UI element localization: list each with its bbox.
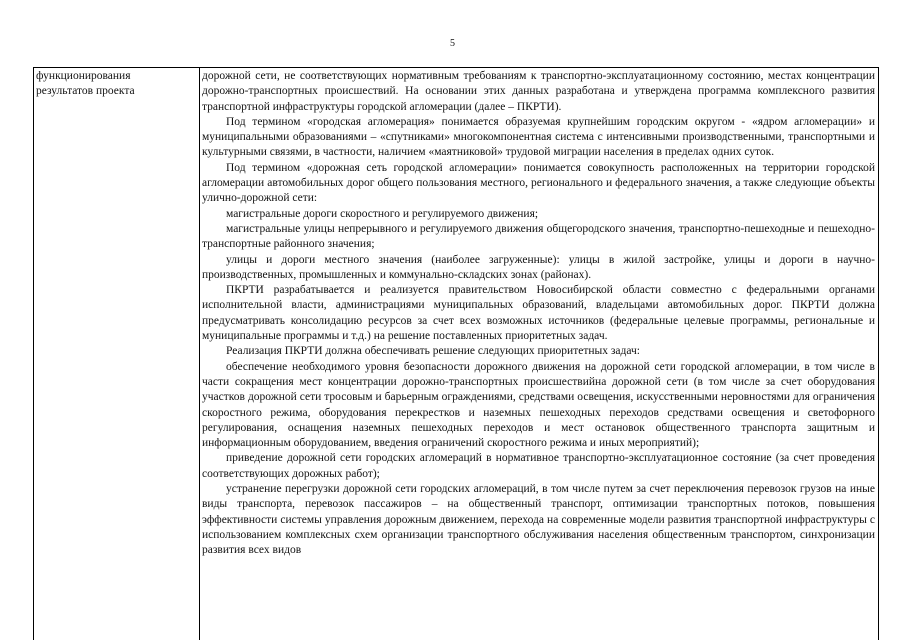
- list-item-congestion: устранение перегрузки дорожной сети городских агломераций, в том числе путем за счет переключения перевозок грузов на иные виды транспорта, перевозок пассажиров – на общественный транспорт, оптимизации транспортных потоков, повышения эффективности системы управления дорожным движением, перехода на современные модели развития транспортной инфраструктуры с использованием комплексных схем организации транспортного обслуживания населения общественным транспортом, синхронизации развития всех видов: [202, 483, 875, 557]
- paragraph-priority-tasks: Реализация ПКРТИ должна обеспечивать решение следующих приоритетных задач:: [226, 345, 640, 358]
- left-cell-line-2: результатов проекта: [36, 85, 135, 98]
- list-item-safety: обеспечение необходимого уровня безопасности дорожного движения на дорожной сети городской агломерации, в том числе в части сокращения мест концентрации дорожно-транспортных происшествийна дорожной сети (в том числе за счет оборудования участков дорожной сети тросовым и барьерным ограждениями, средствами освещения, искусственными неровностями для ограничения скоростного режима, оборудования перекрестков и наземных пешеходных переходов средствами освещения и светофорного регулирования, оснащения наземных пешеходных переходов и мест остановок общественного транспорта защитным и информационным оборудованием, введения ограничений скоростного режима и иных мероприятий);: [202, 360, 875, 450]
- document-table: [33, 67, 879, 640]
- left-column-cell: [36, 69, 196, 100]
- paragraph-pkrti-development: ПКРТИ разрабатывается и реализуется правительством Новосибирской области совместно с федеральными органами исполнительной власти, администрациями муниципальных образований, владельцами автомобильных дорог. ПКРТИ должна предусматривать консолидацию ресурсов за счет всех возможных источников (федеральные целевые программы, региональные и муниципальные программы и т.д.) на решение поставленных приоритетных задач.: [202, 284, 875, 343]
- list-item-arterial-streets: магистральные улицы непрерывного и регулируемого движения общегородского значения, транспортно-пешеходные и пешеходно-транспортные районного значения;: [202, 222, 875, 251]
- paragraph-road-network-definition: Под термином «дорожная сеть городской агломерации» понимается совокупность расположенных на территории городской агломерации автомобильных дорог общего пользования местного, регионального и федерального значения, а также следующие объекты улично-дорожной сети:: [202, 161, 875, 205]
- column-divider: [199, 68, 200, 640]
- paragraph-agglomeration-definition: Под термином «городская агломерация» понимается образуемая крупнейшим городским округом - «ядром агломерации» и муниципальными образованиями – «спутниками» многокомпонентная система с интенсивными производственными, транспортными и культурными связями, в частности, наличием «маятниковой» трудовой миграции населения в пределах одних суток.: [202, 115, 875, 159]
- page-number: 5: [450, 38, 455, 49]
- list-item-normative-state: приведение дорожной сети городских агломераций в нормативное транспортно-эксплуатационное состояние (за счет проведения соответствующих дорожных работ);: [202, 452, 875, 480]
- right-column-cell: [202, 69, 875, 559]
- paragraph-continuation: дорожной сети, не соответствующих нормативным требованиям к транспортно-эксплуатационному состоянию, местах концентрации дорожно-транспортных происшествий. На основании этих данных разработана и утверждена программа комплексного развития транспортной инфраструктуры городской агломерации (далее – ПКРТИ).: [202, 70, 875, 113]
- left-cell-line-1: функционирования: [36, 70, 131, 82]
- list-item-local-streets: улицы и дороги местного значения (наиболее загруженные): улицы в жилой застройке, улицы и дороги в научно-производственных, промышленных и коммунально-складских зонах (районах).: [202, 253, 875, 281]
- list-item-highways: магистральные дороги скоростного и регулируемого движения;: [226, 207, 539, 220]
